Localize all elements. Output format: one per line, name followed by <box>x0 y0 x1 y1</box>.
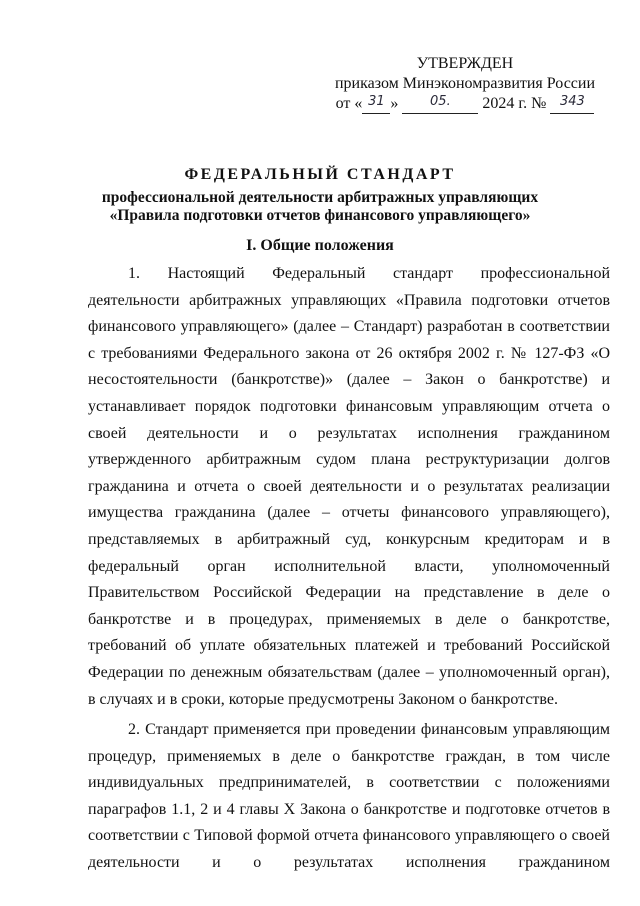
approval-title: УТВЕРЖДЕН <box>416 55 514 72</box>
date-prefix: от « <box>335 95 363 112</box>
year-number-label: 2024 г. № <box>482 95 547 112</box>
approval-order: приказом Минэкономразвития России <box>334 75 596 92</box>
subtitle-line-2: «Правила подготовки отчетов финансового управляющего» <box>109 207 531 224</box>
section-heading: I. Общие положения <box>246 237 394 254</box>
document-title: ФЕДЕРАЛЬНЫЙ СТАНДАРТ <box>184 166 456 183</box>
approval-date-line <box>330 94 600 114</box>
date-mid: » <box>390 95 399 112</box>
handwritten-month: 05. <box>402 96 478 114</box>
handwritten-day: 31 <box>362 96 390 114</box>
document-body <box>88 261 610 877</box>
document-subtitle <box>0 189 640 225</box>
approval-block <box>330 54 600 114</box>
handwritten-order-number: 343 <box>550 96 594 114</box>
paragraph-1: 1. Настоящий Федеральный стандарт профессиональной деятельности арбитражных управляющих «Правила подготовки отчетов финансового управляющего» (далее – Стандарт) разработан в соответствии с требованиями Федерального закона от 26 октября 2002 г. № 127-ФЗ «О несостоятельности (банкротстве)» (далее – Закон о банкротстве) и устанавливает порядок подготовки финансовым управляющим отчета о своей деятельности и о результатах исполнения гражданином утвержденного арбитражным судом плана реструктуризации долгов гражданина и отчета о своей деятельности и о результатах реализации имущества гражданина (далее – отчеты финансового управляющего), представляемых в арбитражный суд, конкурсным кредиторам и в федеральный орган исполнительной власти, уполномоченный Правительством Российской Федерации на представление в деле о банкротстве и в процедурах, применяемых в деле о банкротстве, требований об уплате обязательных платежей и требований Российской Федерации по денежным обязательствам (далее – уполномоченный орган), в случаях и в сроки, которые предусмотрены Законом о банкротстве. <box>88 265 610 708</box>
paragraph-2: 2. Стандарт применяется при проведении финансовым управляющим процедур, применяемых в деле о банкротстве граждан, в том числе индивидуальных предпринимателей, в соответствии с положениями параграфов 1.1, 2 и 4 главы X Закона о банкротстве и подготовке отчетов в соответствии с Типовой формой отчета финансового управляющего о своей деятельности и о результатах исполнения гражданином <box>88 721 610 872</box>
subtitle-line-1: профессиональной деятельности арбитражных управляющих <box>101 189 539 206</box>
